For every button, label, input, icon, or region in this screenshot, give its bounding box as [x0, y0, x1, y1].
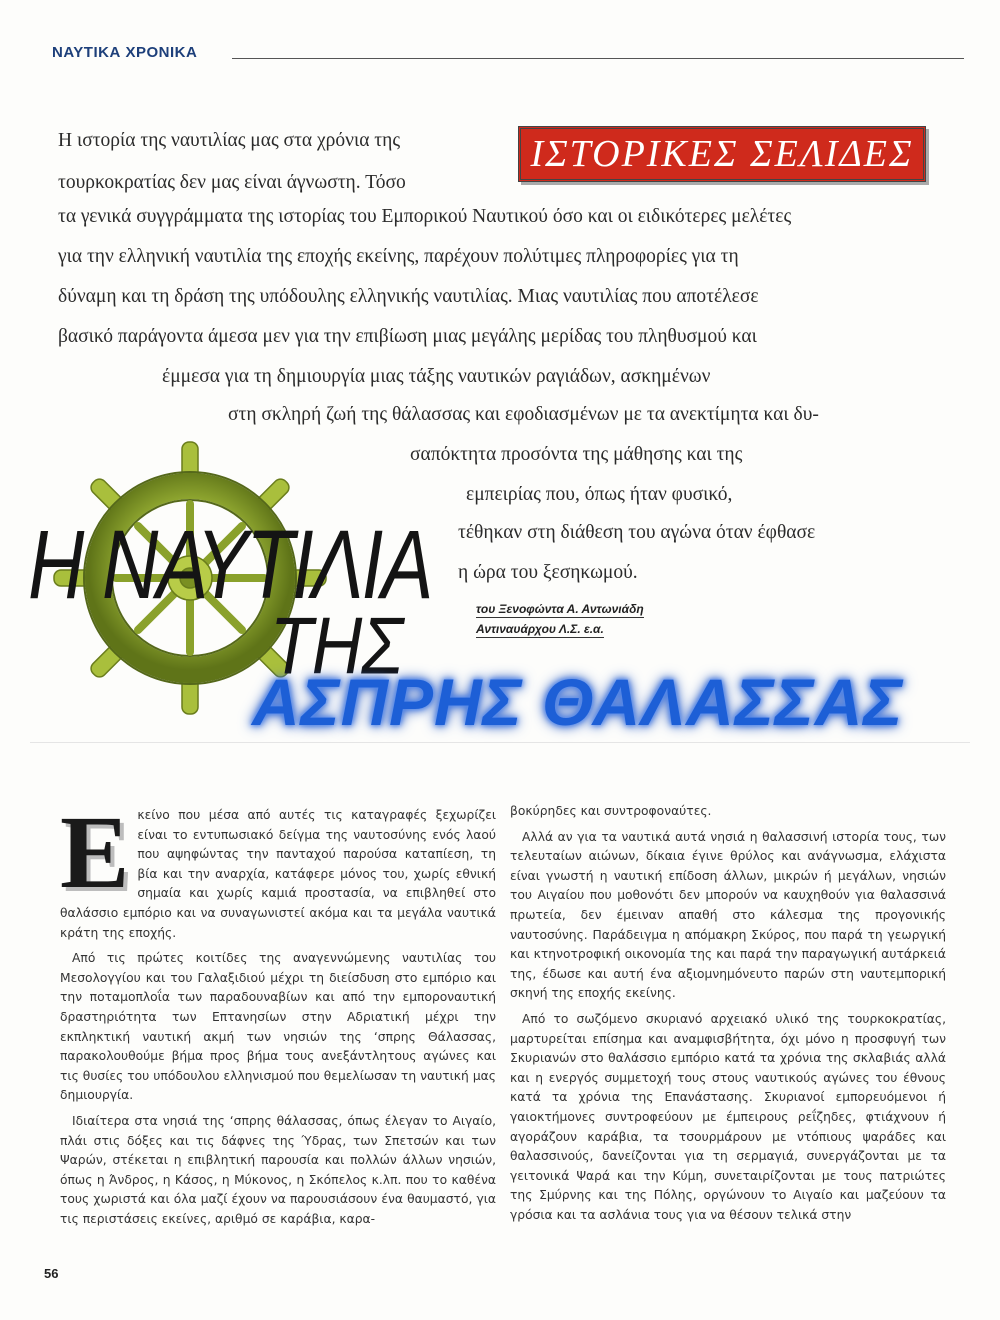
- intro-line: βασικό παράγοντα άμεσα μεν για την επιβίωση μιας μεγάλης μερίδας του πληθυσμού και: [58, 326, 757, 347]
- section-header: ΝΑΥΤΙΚΑ ΧΡΟΝΙΚΑ: [52, 44, 198, 61]
- title-line-3: ΑΣΠΡΗΣ ΘΑΛΑΣΣΑΣ: [252, 665, 904, 739]
- body-paragraph: Από τις πρώτες κοιτίδες της αναγεννώμενης ναυτιλίας του Μεσολογγίου και του Γαλαξιδιού μέχρι τη διείσδυση στο εμπόριο και την ποταμοπλοΐα των παραδουναβίων και από την εμποροναυτική δραστηριότητα των Επτανησίων στην Αδριατική μέχρι την εκπληκτική ναυτική ακμή των νησιών της ‘σπρης Θάλασσας, παρακολουθούμε βήμα προς βήμα τους ανεξάντλητους αγώνες και τις θυσίες του υπόδουλου ελληνισμού που θεμελίωσαν τη ναυτική μας δημιουργία.: [60, 951, 496, 1103]
- intro-line: στη σκληρή ζωή της θάλασσας και εφοδιασμένων με τα ανεκτίμητα και δυ-: [228, 404, 819, 425]
- author-rank: Αντιναυάρχου Λ.Σ. ε.α.: [476, 622, 604, 636]
- body-paragraph: Αλλά αν για τα ναυτικά αυτά νησιά η θαλασσινή ιστορία τους, των τελευταίων αιώνων, δίκαια έγινε θρύλος και ανάγνωσμα, ελάχιστα είναι γνωστή η ναυτική επίδοση άλλων, μικρών ή μεγάλων, νησιών του Αιγαίου που μοθονότι δεν μπορούν να καυχηθούν για θαλασσινά πρωτεία, δεν έμειναν απαθή στο κάλεσμα της προγονικής ναυτοσύνης. Παράδειγμα η απόμακρη Σκύρος, που παρά τη γεωργική και κτηνοτροφική οικονομία της και παρά την παραγωγική αυτάρκειά της, έδωσε και αυτή ένα αξιομνημόνευτο παρών στη ναυτεμπορική σκηνή της εποχής εκείνης.: [510, 829, 946, 1001]
- intro-line: για την ελληνική ναυτιλία της εποχής εκείνης, παρέχουν πολύτιμες πληροφορίες για τη: [58, 246, 739, 267]
- intro-line: σαπόκτητα προσόντα της μάθησης και της: [410, 444, 743, 465]
- body-paragraph: [60, 795, 496, 943]
- body-paragraph: βοκύρηδες και συντροφοναύτες.: [510, 804, 712, 818]
- body-text: κείνο που μέσα από αυτές τις καταγραφές ξεχωρίζει είναι το εντυπωσιακό δείγμα της ναυτοσύνης ενός λαού που αψηφώντας την πανταχού παρούσα καταπίεση, τη βία και την αναρχία, κατάφερε μόνος του, χωρίς εθνική σημαία και χωρίς καμιά προστασία, να επιβληθεί στο θαλάσσιο εμπόριο και να συναγωνιστεί ακόμα και τα μεγάλα ναυτικά κράτη της εποχής.: [60, 808, 496, 940]
- body-column-right: [510, 802, 946, 1231]
- title-line-1: Η ΝΑΥΤΙΛΙΑ: [28, 509, 432, 620]
- intro-line: εμπειρίας που, όπως ήταν φυσικό,: [466, 484, 733, 505]
- intro-line: τα γενικά συγγράμματα της ιστορίας του Εμπορικού Ναυτικού όσο και οι ειδικότερες μελέτες: [58, 206, 792, 227]
- intro-line: δύναμη και τη δράση της υπόδουλης ελληνικής ναυτιλίας. Μιας ναυτιλίας που αποτέλεσε: [58, 286, 759, 307]
- intro-line: έμμεσα για τη δημιουργία μιας τάξης ναυτικών ραγιάδων, ασκημένων: [162, 366, 711, 387]
- series-badge-text: ΙΣΤΟΡΙΚΕΣ ΣΕΛΙΔΕΣ: [530, 133, 914, 175]
- intro-line: τέθηκαν στη διάθεση του αγώνα όταν έφθασε: [458, 522, 816, 543]
- intro-line: Η ιστορία της ναυτιλίας μας στα χρόνια της: [58, 130, 401, 151]
- series-badge: [518, 126, 926, 182]
- title-line-2: ΤΗΣ: [270, 601, 403, 691]
- intro-line: η ώρα του ξεσηκωμού.: [458, 562, 638, 583]
- drop-cap: Ε: [60, 795, 130, 910]
- body-paragraph: Από το σωζόμενο σκυριανό αρχειακό υλικό της τουρκοκρατίας, μαρτυρείται επίσημα και αναμφισβήτητα, όχι μόνο η προσφυγή των Σκυριανών στο θαλάσσιο εμπόριο κατά τα χρόνια της σκλαβιάς αλλά και η ενεργός συμμετοχή τους στους ναυτικούς αγώνες του έθνους κατά τα χρόνια της Επανάστασης. Σκυριανοί εμπορευόμενοι ή γαιοκτήμονες συντροφεύουν με έμπειρους ρεΐζηδες, φτιάχνουν ή αγοράζουν καράβια, τα τσουρμάρουν με ντόπιους ψαράδες και θαλασσινούς, δανείζονται για τη σερμαγιά, συνεργάζονται με τα γειτονικά Ψαρά και την Κύμη, συνεταιρίζονται με τους πατριώτες της Σμύρνης και της Πόλης, οργώνουν το Αιγαίο και μαζεύουν τα γρόσια και τα ασλάνια τους για να θέσουν τελικά στην: [510, 1011, 946, 1222]
- body-paragraph: Ιδιαίτερα στα νησιά της ‘σπρης θάλασσας, όπως έλεγαν το Αιγαίο, πλάι στις δόξες και τις δάφνες της Ύδρας, των Σπετσών και των Ψαρών, στέκεται η επιβλητική παρουσία και πολλών άλλων νησιών, όπως η Άνδρος, η Κάσος, η Μύκονος, η Σκόπελος κ.λπ. που το καθένα τους χωριστά και όλα μαζί έχουν να παρουσιάσουν ένα θαυμαστό, για τις περιστάσεις εκείνες, αριθμό σε καράβια, καρα-: [60, 1113, 496, 1226]
- author-byline: του Ξενοφώντα Α. Αντωνιάδη: [476, 602, 644, 616]
- page-number: 56: [44, 1266, 59, 1281]
- intro-line: τουρκοκρατίας δεν μας είναι άγνωστη. Τόσο: [58, 172, 406, 193]
- body-column-left: [60, 795, 496, 1235]
- section-divider: [30, 742, 970, 743]
- header-rule: [232, 58, 964, 59]
